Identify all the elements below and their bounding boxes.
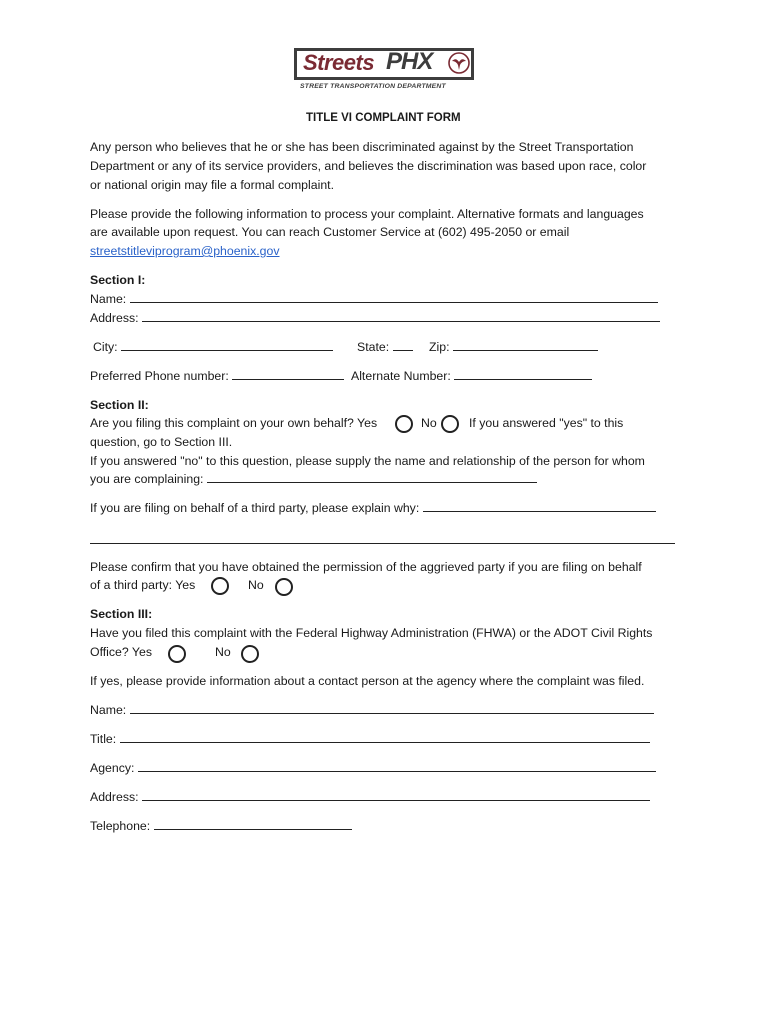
contact-name-line[interactable]	[130, 701, 654, 714]
contact-agency-label: Agency:	[90, 761, 135, 775]
yes-note-cont: question, go to Section III.	[90, 435, 233, 449]
phoenix-bird-icon	[447, 51, 471, 75]
fhwa-no-label: No	[215, 645, 231, 659]
contact-name-field[interactable]	[90, 701, 654, 719]
state-line[interactable]	[393, 338, 413, 351]
contact-title-line[interactable]	[120, 730, 650, 743]
address-field[interactable]	[90, 309, 660, 327]
state-field[interactable]	[357, 338, 413, 356]
contact-telephone-label: Telephone:	[90, 819, 151, 833]
contact-intro: If yes, please provide information about a contact person at the agency where the complaint was filed.	[90, 674, 645, 688]
intro-line-1: Any person who believes that he or she has been discriminated against by the Street Transportation	[90, 140, 634, 154]
third-party-line-2[interactable]	[90, 531, 675, 544]
name-line[interactable]	[130, 290, 658, 303]
contact-agency-field[interactable]	[90, 759, 656, 777]
own-behalf-question: Are you filing this complaint on your own behalf? Yes	[90, 416, 378, 430]
own-behalf-no-label: No	[421, 416, 437, 430]
address-line[interactable]	[142, 309, 660, 322]
alt-phone-field[interactable]	[351, 367, 592, 385]
own-behalf-yes-radio[interactable]	[395, 415, 413, 433]
contact-telephone-field[interactable]	[90, 817, 352, 835]
intro-line-2: Department or any of its service providers, and believes the discrimination was based upon race, color	[90, 159, 647, 173]
form-title: TITLE VI COMPLAINT FORM	[306, 112, 461, 124]
contact-agency-line[interactable]	[138, 759, 656, 772]
fhwa-no-radio[interactable]	[241, 645, 259, 663]
city-label: City:	[93, 340, 118, 354]
complaining-for-label: you are complaining:	[90, 472, 204, 486]
alt-phone-label: Alternate Number:	[351, 369, 451, 383]
contact-name-label: Name:	[90, 703, 127, 717]
contact-title-field[interactable]	[90, 730, 650, 748]
no-note-line-1: If you answered "no" to this question, please supply the name and relationship of the person for whom	[90, 454, 645, 468]
complaining-for-line[interactable]	[207, 470, 537, 483]
permission-no-radio[interactable]	[275, 578, 293, 596]
contact-telephone-line[interactable]	[154, 817, 352, 830]
phone-label: Preferred Phone number:	[90, 369, 229, 383]
zip-label: Zip:	[429, 340, 450, 354]
state-label: State:	[357, 340, 390, 354]
info-line-1: Please provide the following information to process your complaint. Alternative formats and languages	[90, 207, 644, 221]
logo-streets-text: Streets	[303, 50, 375, 75]
logo-phx-text: PHX	[386, 48, 433, 75]
logo-subtitle: STREET TRANSPORTATION DEPARTMENT	[300, 83, 446, 90]
permission-line-1: Please confirm that you have obtained the permission of the aggrieved party if you are filing on behalf	[90, 560, 642, 574]
fhwa-yes-radio[interactable]	[168, 645, 186, 663]
intro-line-3: or national origin may file a formal complaint.	[90, 178, 334, 192]
info-line-2: are available upon request. You can reach Customer Service at (602) 495-2050 or email	[90, 225, 570, 239]
address-label: Address:	[90, 311, 139, 325]
city-line[interactable]	[121, 338, 333, 351]
permission-yes-label: of a third party: Yes	[90, 578, 196, 592]
yes-note: If you answered "yes" to this	[469, 416, 624, 430]
name-field[interactable]	[90, 290, 658, 308]
complaining-for-field[interactable]	[90, 470, 537, 488]
section-3-heading: Section III:	[90, 607, 153, 621]
third-party-field[interactable]	[90, 499, 656, 517]
section-2-heading: Section II:	[90, 398, 149, 412]
permission-no-label: No	[248, 578, 264, 592]
contact-address-line[interactable]	[142, 788, 650, 801]
own-behalf-no-radio[interactable]	[441, 415, 459, 433]
fhwa-question: Have you filed this complaint with the Federal Highway Administration (FHWA) or the ADOT Civil Rights	[90, 626, 653, 640]
contact-address-label: Address:	[90, 790, 139, 804]
permission-yes-radio[interactable]	[211, 577, 229, 595]
email-link[interactable]: streetstitleviprogram@phoenix.gov	[90, 244, 280, 258]
alt-phone-line[interactable]	[454, 367, 592, 380]
zip-line[interactable]	[453, 338, 598, 351]
third-party-line[interactable]	[423, 499, 656, 512]
zip-field[interactable]	[429, 338, 598, 356]
phone-field[interactable]	[90, 367, 344, 385]
phone-line[interactable]	[232, 367, 344, 380]
contact-title-label: Title:	[90, 732, 117, 746]
contact-address-field[interactable]	[90, 788, 650, 806]
third-party-label: If you are filing on behalf of a third party, please explain why:	[90, 501, 420, 515]
fhwa-yes-label: Office? Yes	[90, 645, 152, 659]
section-1-heading: Section I:	[90, 273, 146, 287]
name-label: Name:	[90, 292, 127, 306]
city-field[interactable]	[93, 338, 333, 356]
